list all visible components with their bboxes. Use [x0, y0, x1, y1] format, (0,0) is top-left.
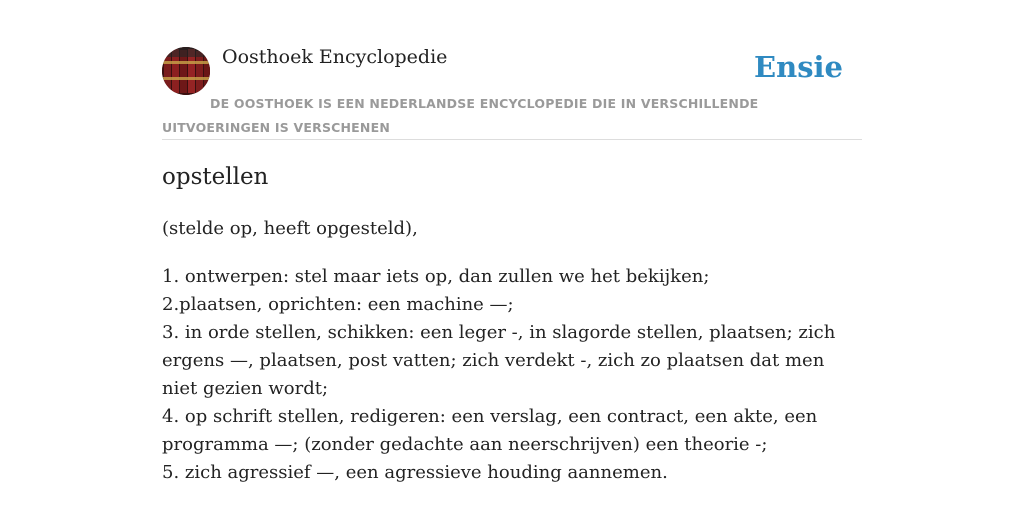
entry-grammar: (stelde op, heeft opgesteld), [162, 218, 418, 239]
definition-item: 4. op schrift stellen, redigeren: een verslag, een contract, een akte, een programma —; (zonder gedachte aan neerschrijven) een theorie -; [162, 406, 818, 455]
definition-item: 2.plaatsen, oprichten: een machine —; [162, 294, 514, 315]
header-divider [162, 139, 862, 140]
entry-definitions [162, 263, 862, 487]
book-spines-icon [162, 47, 210, 95]
definition-item: 5. zich agressief —, een agressieve houding aannemen. [162, 462, 668, 483]
avatar[interactable] [162, 47, 210, 95]
brand-logo[interactable]: Ensie [754, 50, 843, 84]
site-title[interactable]: Oosthoek Encyclopedie [222, 46, 448, 68]
definition-item: 1. ontwerpen: stel maar iets op, dan zullen we het bekijken; [162, 266, 710, 287]
definition-item: 3. in orde stellen, schikken: een leger -, in slagorde stellen, plaatsen; zich ergens —, plaatsen, post vatten; zich verdekt -, zich zo plaatsen dat men niet gezien wordt; [162, 322, 836, 399]
site-tagline: DE OOSTHOEK IS EEN NEDERLANDSE ENCYCLOPEDIE DIE IN VERSCHILLENDE UITVOERINGEN IS VERSCHENEN [162, 96, 759, 135]
page-container [162, 0, 862, 512]
entry-headword: opstellen [162, 164, 269, 190]
